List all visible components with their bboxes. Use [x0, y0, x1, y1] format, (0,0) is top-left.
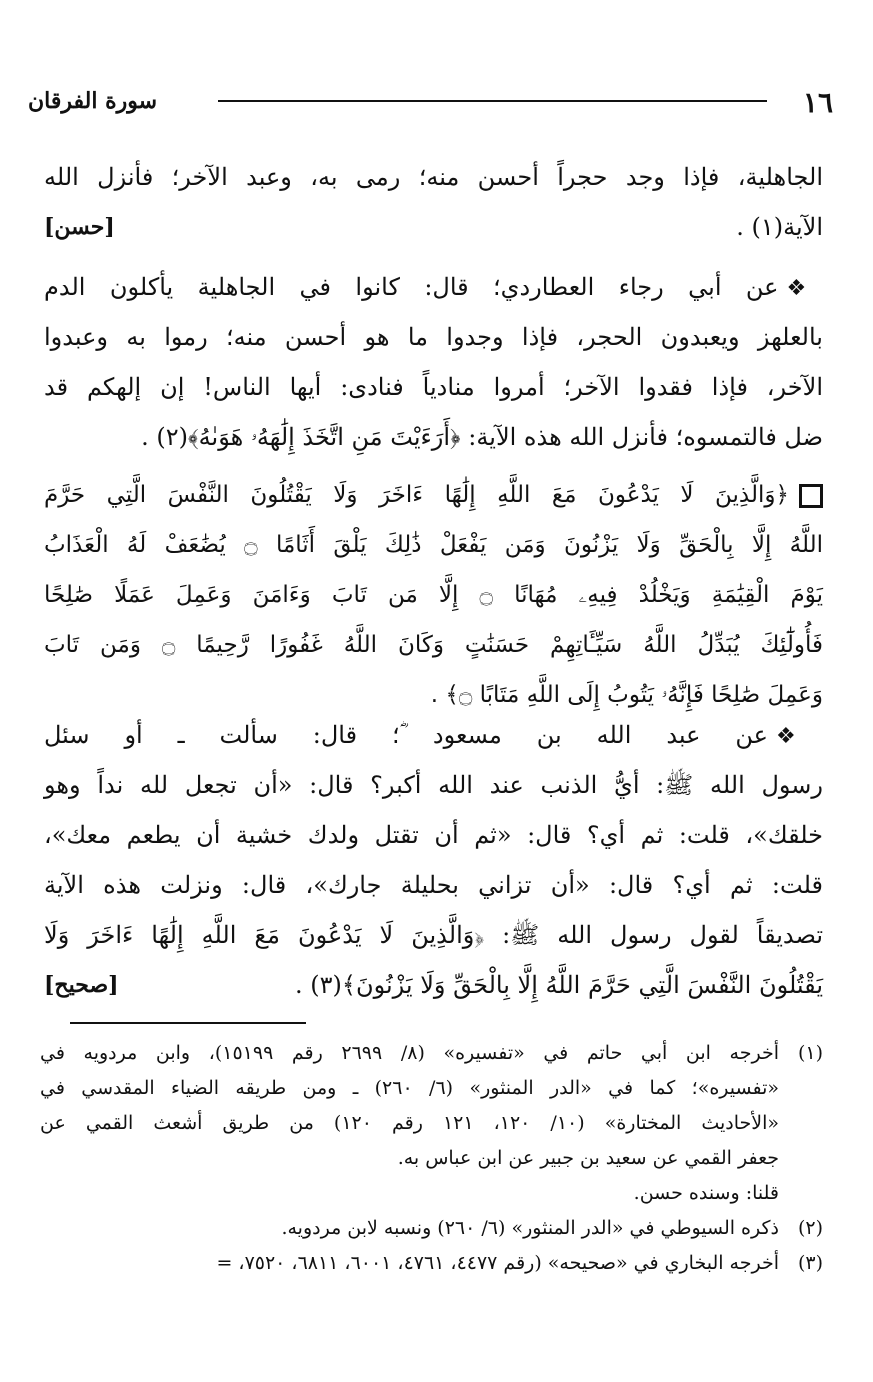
page-header — [28, 86, 833, 126]
grade-label: [صحيح] — [44, 972, 119, 998]
quran-verse-block — [44, 470, 823, 720]
text-line: عن أبي رجاء العطاردي؛ قال: كانوا في الجاهلية يأكلون الدم — [44, 273, 779, 301]
text-line: تصديقاً لقول رسول الله ﷺ: ﴿وَالَّذِينَ لَا يَدْعُونَ مَعَ اللَّهِ إِلَٰهًا ءَاخَرَ وَلَا — [44, 921, 823, 949]
footnotes — [40, 1036, 823, 1281]
footnote-line: أخرجه ابن أبي حاتم في «تفسيره» (٨/ ٢٦٩٩ رقم ١٥١٩٩)، وابن مردويه في — [40, 1042, 779, 1064]
footnote-line: «تفسيره»؛ كما في «الدر المنثور» (٦/ ٢٦٠) ـ ومن طريقه الضياء المقدسي في — [40, 1077, 779, 1099]
bullet-diamond-icon: ❖ — [775, 724, 823, 749]
verse-line: فَأُولَٰٓئِكَ يُبَدِّلُ اللَّهُ سَيِّـَٔاتِهِمْ حَسَنَٰتٍ وَكَانَ اللَّهُ غَفُورًا رَّحِيمًا ۝ وَمَن تَابَ — [44, 632, 823, 658]
footnote-number: (١) — [797, 1042, 823, 1064]
verse-line: وَعَمِلَ صَٰلِحًا فَإِنَّهُۥ يَتُوبُ إِلَى اللَّهِ مَتَابًا ۝﴾ . — [430, 682, 823, 708]
text-line: قلت: ثم أي؟ قال: «أن تزاني بحليلة جارك»، قال: ونزلت هذه الآية — [44, 871, 823, 899]
page-number: ١٦ — [802, 86, 833, 119]
text-line: الجاهلية، فإذا وجد حجراً أحسن منه؛ رمى به، وعبد الآخر؛ فأنزل الله — [44, 163, 823, 191]
grade-label: [حسن] — [44, 214, 115, 240]
footnote-line: ذكره السيوطي في «الدر المنثور» (٦/ ٢٦٠) ونسبه لابن مردويه. — [281, 1217, 779, 1239]
bullet-diamond-icon: ❖ — [786, 276, 823, 301]
text-line: الآخر، فإذا فقدوا الآخر؛ أمروا منادياً فنادى: أيها الناس! إن إلهكم قد — [44, 373, 823, 401]
footnote-number: (٣) — [797, 1252, 823, 1274]
text-line: ضل فالتمسوه؛ فأنزل الله هذه الآية: ﴿أَرَءَيْتَ مَنِ اتَّخَذَ إِلَٰهَهُۥ هَوَىٰهُ﴾(٢) . — [141, 423, 823, 451]
footnote-number: (٢) — [797, 1217, 823, 1239]
text-line: رسول الله ﷺ: أيُّ الذنب عند الله أكبر؟ قال: «أن تجعل لله نداً وهو — [44, 771, 823, 799]
footnote-line: أخرجه البخاري في «صحيحه» (رقم ٤٤٧٧، ٤٧٦١، ٦٠٠١، ٦٨١١، ٧٥٢٠، = — [216, 1252, 779, 1274]
square-box-icon — [799, 484, 823, 508]
text-line: بالعلهز ويعبدون الحجر، فإذا وجدوا ما هو أحسن منه؛ رموا به وعبدوا — [44, 323, 823, 351]
footnote-rule — [70, 1022, 306, 1024]
footnote-line: قلنا: وسنده حسن. — [633, 1182, 779, 1204]
text-line: خلقك»، قلت: ثم أي؟ قال: «ثم أن تقتل ولدك خشية أن يطعم معك»، — [44, 821, 823, 849]
paragraph-1 — [44, 152, 823, 252]
text-line: عن عبد الله بن مسعود ؓ؛ قال: سألت ـ أو سئل — [44, 721, 768, 749]
text-line: الآية(١) . — [736, 213, 823, 241]
verse-line: اللَّهُ إِلَّا بِالْحَقِّ وَلَا يَزْنُونَ وَمَن يَفْعَلْ ذَٰلِكَ يَلْقَ أَثَامًا ۝ يُضَٰعَفْ لَهُ الْعَذَابُ — [44, 532, 823, 558]
text-line: يَقْتُلُونَ النَّفْسَ الَّتِي حَرَّمَ اللَّهُ إِلَّا بِالْحَقِّ وَلَا يَزْنُونَ﴾(٣) . — [295, 971, 823, 999]
verse-line: يَوْمَ الْقِيَٰمَةِ وَيَخْلُدْ فِيهِۦ مُهَانًا ۝ إِلَّا مَن تَابَ وَءَامَنَ وَعَمِلَ عَمَلًا صَٰلِحًا — [44, 582, 823, 608]
footnote-line: «الأحاديث المختارة» (١٠/ ١٢٠، ١٢١ رقم ١٢٠) من طريق أشعث القمي عن — [40, 1112, 780, 1134]
paragraph-2 — [44, 262, 823, 462]
verse-line: ﴿وَالَّذِينَ لَا يَدْعُونَ مَعَ اللَّهِ إِلَٰهًا ءَاخَرَ وَلَا يَقْتُلُونَ النَّفْسَ الَّتِي حَرَّمَ — [44, 482, 789, 508]
surah-title: سورة الفرقان — [28, 88, 158, 114]
footnote-line: جعفر القمي عن سعيد بن جبير عن ابن عباس به. — [397, 1147, 779, 1169]
paragraph-3 — [44, 710, 823, 1010]
header-rule — [218, 100, 767, 102]
